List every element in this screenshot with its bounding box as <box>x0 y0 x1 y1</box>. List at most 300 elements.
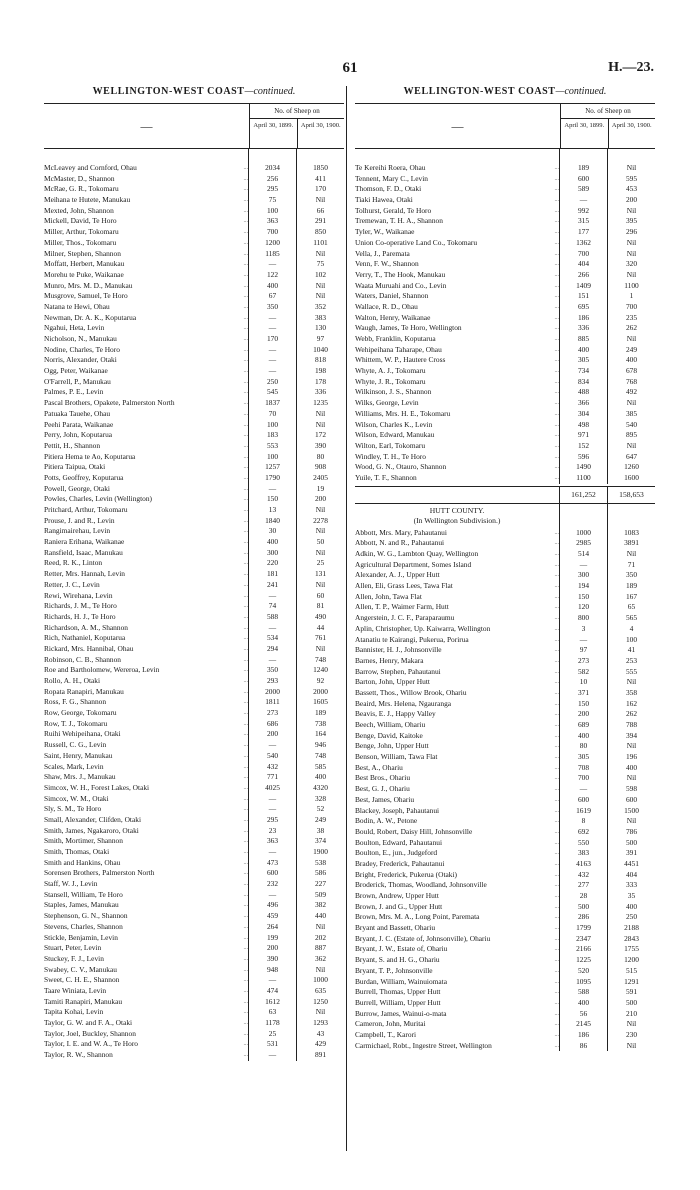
leader-dots: ... <box>554 860 559 867</box>
row-name: Tiaki Hawea, Otaki <box>355 195 413 205</box>
table-row <box>355 752 655 763</box>
row-name: Bryant, J. C. (Estate of, Johnsonville), Ohariu <box>355 933 491 943</box>
table-row <box>44 997 344 1008</box>
value-1899: 3 <box>559 624 607 635</box>
row-name: Moffatt, Herbert, Manukau <box>44 259 125 269</box>
value-1900: Nil <box>607 1019 655 1030</box>
table-row <box>44 462 344 473</box>
table-row <box>355 473 655 484</box>
value-1900: Nil <box>607 398 655 409</box>
table-row <box>355 313 655 324</box>
value-1899: 400 <box>248 537 296 548</box>
row-name: Barnes, Henry, Makara <box>355 655 424 665</box>
leader-dots: ... <box>243 400 248 407</box>
leader-dots: ... <box>554 1031 559 1038</box>
value-1899: 600 <box>248 868 296 879</box>
row-name: Prouse, J. and R., Levin <box>44 515 115 525</box>
leader-dots: ... <box>554 636 559 643</box>
leader-dots: ... <box>243 987 248 994</box>
row-name: Taare Winiata, Levin <box>44 985 107 995</box>
leader-dots: ... <box>243 303 248 310</box>
value-1900: 1605 <box>296 697 344 708</box>
table-row <box>44 505 344 516</box>
value-1899: — <box>248 313 296 324</box>
leader-dots: ... <box>554 593 559 600</box>
table-row <box>44 484 344 495</box>
row-name: McLeavey and Cornford, Ohau <box>44 163 137 172</box>
value-1899: 286 <box>559 912 607 923</box>
leader-dots: ... <box>243 250 248 257</box>
leader-dots: ... <box>554 239 559 246</box>
table-row <box>355 1030 655 1041</box>
leader-dots: ... <box>554 314 559 321</box>
value-1899: 170 <box>248 334 296 345</box>
leader-dots: ... <box>243 923 248 930</box>
row-name: Agricultural Department, Somes Island <box>355 559 472 569</box>
value-1900: Nil <box>607 163 655 174</box>
row-name: Boulton, Edward, Pahautanui <box>355 837 443 847</box>
leader-dots: ... <box>554 871 559 878</box>
left-1899-header: April 30, 1899. <box>253 122 294 129</box>
leader-dots: ... <box>243 368 248 375</box>
leader-dots: ... <box>554 378 559 385</box>
value-1900: 196 <box>607 752 655 763</box>
value-1900: 92 <box>296 676 344 687</box>
value-1899: 474 <box>248 986 296 997</box>
value-1899: — <box>248 259 296 270</box>
table-row <box>44 655 344 666</box>
value-1900: 400 <box>607 902 655 913</box>
table-row <box>355 773 655 784</box>
value-1899: 1840 <box>248 516 296 527</box>
table-row <box>355 944 655 955</box>
value-1900: 404 <box>607 870 655 881</box>
row-name: Nicholson, N., Manukau <box>44 334 117 343</box>
value-1900: Nil <box>296 965 344 976</box>
row-name: Robinson, C. B., Shannon <box>44 654 121 664</box>
value-1899: 708 <box>559 763 607 774</box>
table-row <box>44 591 344 602</box>
value-1899: 383 <box>559 848 607 859</box>
value-1900: 1100 <box>607 281 655 292</box>
value-1899: 295 <box>248 184 296 195</box>
leader-dots: ... <box>243 539 248 546</box>
row-name: Campbell, T., Karori <box>355 1029 417 1039</box>
row-name: Raniera Erihana, Waikanae <box>44 537 125 547</box>
value-1899: 186 <box>559 313 607 324</box>
value-1900: 172 <box>296 430 344 441</box>
row-name: Small, Alexander, Clifden, Otaki <box>44 814 141 824</box>
section-subtitle: (In Wellington Subdivision.) <box>413 515 501 525</box>
value-1900: 50 <box>296 537 344 548</box>
row-name: Milner, Stephen, Shannon <box>44 248 121 258</box>
table-row <box>44 879 344 890</box>
row-name: Rich, Nathaniel, Koputarua <box>44 633 126 643</box>
value-1899: 75 <box>248 195 296 206</box>
row-name: Beech, William, Ohariu <box>355 720 426 729</box>
table-row <box>355 560 655 571</box>
row-name: Palmes, P. E., Levin <box>44 387 104 397</box>
value-1900: 891 <box>296 1050 344 1061</box>
leader-dots: ... <box>243 592 248 599</box>
value-1899: 8 <box>559 816 607 827</box>
value-1900: 400 <box>296 772 344 783</box>
leader-dots: ... <box>554 561 559 568</box>
value-1899: 588 <box>559 987 607 998</box>
value-1899: 181 <box>248 569 296 580</box>
table-row <box>355 430 655 441</box>
value-1900: 555 <box>607 667 655 678</box>
table-row <box>44 227 344 238</box>
leader-dots: ... <box>243 378 248 385</box>
value-1899: 686 <box>248 719 296 730</box>
leader-dots: ... <box>554 336 559 342</box>
row-name: Wilson, Charles K., Levin <box>355 419 433 429</box>
value-1899: 56 <box>559 1009 607 1020</box>
value-1899: 390 <box>248 954 296 965</box>
value-1900: 411 <box>296 174 344 185</box>
row-name: Mickell, David, Te Horo <box>44 216 117 226</box>
table-row <box>355 398 655 409</box>
value-1899: 400 <box>559 345 607 356</box>
value-1899: 194 <box>559 581 607 592</box>
table-row <box>355 955 655 966</box>
row-name: Abbott, Mrs. Mary, Pahautanui <box>355 527 447 537</box>
row-name: Perry, John, Koputarua <box>44 430 113 440</box>
value-1899: 531 <box>248 1039 296 1050</box>
leader-dots: ... <box>554 186 559 193</box>
value-1900: Nil <box>607 816 655 827</box>
table-row <box>44 398 344 409</box>
row-name: Ropata Ranapiri, Manukau <box>44 686 124 696</box>
value-1900: 678 <box>607 366 655 377</box>
value-1900: 700 <box>607 302 655 313</box>
value-1899: 273 <box>248 708 296 719</box>
leader-dots: ... <box>554 668 559 675</box>
row-name: Wilks, George, Levin <box>355 398 419 408</box>
value-1899: 498 <box>559 420 607 431</box>
leader-dots: ... <box>243 1020 248 1026</box>
leader-dots: ... <box>554 175 559 182</box>
value-1899: 1811 <box>248 697 296 708</box>
row-name: Newman, Dr. A. K., Koputarua <box>44 312 137 322</box>
leader-dots: ... <box>243 1052 248 1059</box>
value-1900: 350 <box>607 570 655 581</box>
value-1899: 241 <box>248 580 296 591</box>
value-1900: 333 <box>607 880 655 891</box>
row-name: Bright, Frederick, Pukerua (Otaki) <box>355 869 458 879</box>
row-name: Sorensen Brothers, Palmerston North <box>44 868 155 878</box>
table-row <box>355 763 655 774</box>
value-1900: 850 <box>296 227 344 238</box>
value-1899: 304 <box>559 409 607 420</box>
row-name: Blackey, Joseph, Pahautanui <box>355 805 440 815</box>
value-1900: 4320 <box>296 783 344 794</box>
value-1900: 1293 <box>296 1018 344 1029</box>
row-name: Wilson, Edward, Manukau <box>355 430 435 440</box>
leader-dots: ... <box>243 336 248 342</box>
table-row <box>44 729 344 740</box>
total-1900: 158,653 <box>607 487 655 503</box>
value-1900: 1250 <box>296 997 344 1008</box>
table-row <box>44 687 344 698</box>
leader-dots: ... <box>554 551 559 557</box>
table-row <box>44 216 344 227</box>
value-1900: 768 <box>607 377 655 388</box>
value-1899: 300 <box>559 570 607 581</box>
row-name: Bryant, T. P., Johnsonville <box>355 965 433 975</box>
row-name: Pitiera Hema te Ao, Koputarua <box>44 451 136 461</box>
value-1900: 43 <box>296 1029 344 1040</box>
value-1899: 23 <box>248 826 296 837</box>
value-1899: 2347 <box>559 934 607 945</box>
row-name: Abbott, N. and R., Pahautanui <box>355 538 445 548</box>
table-row <box>355 795 655 806</box>
leader-dots: ... <box>243 389 248 396</box>
value-1899: 295 <box>248 815 296 826</box>
row-name: Nodine, Charles, Te Horo <box>44 344 120 354</box>
table-row <box>355 409 655 420</box>
value-1900: Nil <box>607 249 655 260</box>
table-row <box>44 281 344 292</box>
table-row <box>44 836 344 847</box>
value-1900: 429 <box>296 1039 344 1050</box>
leader-dots: ... <box>243 784 248 791</box>
leader-dots: ... <box>554 700 559 707</box>
value-1899: 97 <box>559 645 607 656</box>
table-row <box>355 966 655 977</box>
table-row <box>44 804 344 815</box>
right-rows-hutt <box>355 528 655 1052</box>
table-row <box>355 345 655 356</box>
value-1900: 227 <box>296 879 344 890</box>
value-1900: 1040 <box>296 345 344 356</box>
value-1900: 81 <box>296 601 344 612</box>
value-1900: 595 <box>607 174 655 185</box>
value-1899: 488 <box>559 387 607 398</box>
value-1900: 382 <box>296 900 344 911</box>
table-row <box>355 656 655 667</box>
table-row <box>44 708 344 719</box>
value-1899: 200 <box>559 709 607 720</box>
value-1900: 4451 <box>607 859 655 870</box>
value-1899: 992 <box>559 206 607 217</box>
value-1899: 200 <box>248 729 296 740</box>
leader-dots: ... <box>243 1030 248 1037</box>
table-row <box>44 366 344 377</box>
table-row <box>44 238 344 249</box>
leader-dots: ... <box>554 754 559 761</box>
value-1900: 97 <box>296 334 344 345</box>
leader-dots: ... <box>554 946 559 953</box>
table-row <box>355 249 655 260</box>
value-1900: Nil <box>607 1041 655 1052</box>
left-name-header: — <box>140 118 153 133</box>
value-1900: 200 <box>607 195 655 206</box>
row-name: Windley, T. H., Te Horo <box>355 451 426 461</box>
value-1899: 1178 <box>248 1018 296 1029</box>
value-1900: Nil <box>296 644 344 655</box>
row-name: Atanatiu te Kairangi, Pukerua, Porirua <box>355 634 469 644</box>
table-row <box>355 731 655 742</box>
row-name: Barrow, Stephen, Pahautanui <box>355 666 441 676</box>
value-1899: 13 <box>248 505 296 516</box>
row-name: Walton, Henry, Waikanae <box>355 312 431 322</box>
leader-dots: ... <box>243 742 248 749</box>
value-1899: 264 <box>248 922 296 933</box>
value-1899: 600 <box>559 795 607 806</box>
row-name: Waugh, James, Te Horo, Wellington <box>355 323 462 333</box>
value-1900: 52 <box>296 804 344 815</box>
value-1900: 35 <box>607 891 655 902</box>
value-1899: 695 <box>559 302 607 313</box>
value-1899: 534 <box>248 633 296 644</box>
leader-dots: ... <box>554 389 559 396</box>
table-row <box>355 259 655 270</box>
leader-dots: ... <box>554 743 559 750</box>
value-1899: 220 <box>248 558 296 569</box>
value-1900: 400 <box>607 763 655 774</box>
value-1900: 1101 <box>296 238 344 249</box>
leader-dots: ... <box>554 893 559 899</box>
row-name: Bryant, J. W., Estate of, Ohariu <box>355 944 448 954</box>
value-1899: 120 <box>559 602 607 613</box>
leader-dots: ... <box>243 678 248 684</box>
value-1900: 66 <box>296 206 344 217</box>
leader-dots: ... <box>554 572 559 579</box>
value-1899: 540 <box>248 751 296 762</box>
value-1900: 538 <box>296 858 344 869</box>
value-1899: — <box>248 345 296 356</box>
value-1899: 28 <box>559 891 607 902</box>
value-1899: — <box>248 355 296 366</box>
row-name: McMaster, D., Shannon <box>44 173 115 183</box>
leader-dots: ... <box>554 647 559 654</box>
value-1900: 358 <box>607 688 655 699</box>
value-1899: 300 <box>248 548 296 559</box>
value-1899: 4163 <box>559 859 607 870</box>
value-1899: 152 <box>559 441 607 452</box>
value-1899: 1799 <box>559 923 607 934</box>
table-row <box>44 259 344 270</box>
value-1900: Nil <box>296 420 344 431</box>
leader-dots: ... <box>554 775 559 782</box>
value-1900: Nil <box>607 773 655 784</box>
leader-dots: ... <box>243 474 248 481</box>
leader-dots: ... <box>243 197 248 204</box>
row-name: Stephenson, G. N., Shannon <box>44 911 128 921</box>
value-1900: Nil <box>296 1007 344 1018</box>
table-row <box>44 302 344 313</box>
value-1899: 589 <box>559 184 607 195</box>
table-row <box>44 911 344 922</box>
table-row <box>44 409 344 420</box>
value-1900: 320 <box>607 259 655 270</box>
value-1900: Nil <box>296 922 344 933</box>
value-1899: 150 <box>248 494 296 505</box>
row-name: Bryant and Bassett, Ohariu <box>355 923 436 933</box>
value-1899: 432 <box>559 870 607 881</box>
value-1900: 130 <box>296 323 344 334</box>
value-1899: 1409 <box>559 281 607 292</box>
table-row <box>355 462 655 473</box>
row-name: Patuaka Tauehe, Ohau <box>44 408 111 418</box>
leader-dots: ... <box>243 421 248 428</box>
table-row <box>355 859 655 870</box>
table-row <box>355 441 655 452</box>
row-name: Powles, Charles, Levin (Wellington) <box>44 494 152 504</box>
value-1899: 1790 <box>248 473 296 484</box>
table-row <box>355 870 655 881</box>
value-1900: 170 <box>296 184 344 195</box>
leader-dots: ... <box>554 583 559 590</box>
leader-dots: ... <box>554 250 559 257</box>
row-name: Webb, Franklin, Koputarua <box>355 334 436 343</box>
value-1900: 71 <box>607 560 655 571</box>
table-row <box>44 601 344 612</box>
table-row <box>355 880 655 891</box>
value-1900: 786 <box>607 827 655 838</box>
left-sheep-header: No. of Sheep on <box>250 104 344 119</box>
value-1899: 800 <box>559 613 607 624</box>
row-name: Retter, Mrs. Hannah, Levin <box>44 569 125 579</box>
value-1899: 199 <box>248 933 296 944</box>
value-1899: 1000 <box>559 528 607 539</box>
leader-dots: ... <box>243 998 248 1005</box>
leader-dots: ... <box>554 400 559 407</box>
row-name: Cameron, John, Muritai <box>355 1019 426 1029</box>
row-name: Bryant, S. and H. G., Ohariu <box>355 955 440 965</box>
row-name: Morehu te Puke, Waikanae <box>44 269 124 279</box>
value-1899: 363 <box>248 216 296 227</box>
row-name: Whittem, W. P., Hautere Cross <box>355 355 446 365</box>
value-1899: 700 <box>559 773 607 784</box>
value-1900: 400 <box>607 355 655 366</box>
document-code: H.—23. <box>608 60 654 75</box>
table-row <box>44 430 344 441</box>
row-name: Stickle, Benjamin, Levin <box>44 932 118 942</box>
value-1900: Nil <box>607 441 655 452</box>
value-1899: 459 <box>248 911 296 922</box>
value-1899: 2000 <box>248 687 296 698</box>
leader-dots: ... <box>554 657 559 664</box>
table-row <box>44 612 344 623</box>
row-name: Tapita Kohai, Levin <box>44 1007 104 1017</box>
table-row <box>355 592 655 603</box>
value-1899: — <box>559 195 607 206</box>
value-1900: 80 <box>296 452 344 463</box>
value-1899: 834 <box>559 377 607 388</box>
column-divider <box>346 86 347 1151</box>
value-1900: 492 <box>607 387 655 398</box>
row-name: Benson, William, Tawa Flat <box>355 752 438 762</box>
table-row <box>44 345 344 356</box>
value-1899: 25 <box>248 1029 296 1040</box>
row-name: Alexander, A. J., Upper Hutt <box>355 570 440 580</box>
value-1900: 291 <box>296 216 344 227</box>
leader-dots: ... <box>554 978 559 985</box>
row-name: Vella, J., Paremata <box>355 248 410 258</box>
value-1900: 352 <box>296 302 344 313</box>
table-row <box>44 163 344 174</box>
value-1900: 585 <box>296 762 344 773</box>
row-name: Aplin, Christopher, Up. Kaiwarra, Wellington <box>355 623 491 633</box>
value-1899: 596 <box>559 452 607 463</box>
row-name: Tremewan, T. H. A., Shannon <box>355 216 443 226</box>
value-1899: 545 <box>248 387 296 398</box>
value-1900: 1755 <box>607 944 655 955</box>
value-1899: 294 <box>248 644 296 655</box>
